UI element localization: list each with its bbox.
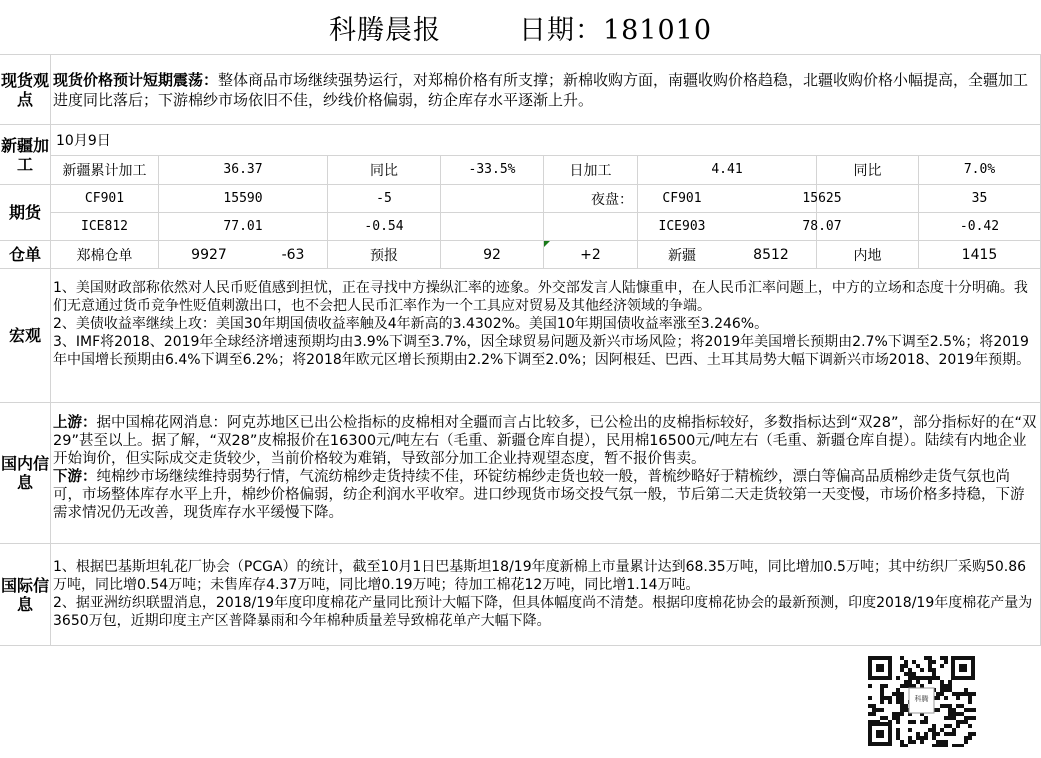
intl-item: 2、据亚洲纺织联盟消息，2018/19年度印度棉花产量同比预计大幅下降，但具体幅度尚不清楚。根据印度棉花协会的最新预测，印度2018/19年度棉花产量为3650万包，近期印度主产区普降暴雨和今年棉种质量差导致棉花单产大幅下降。 [53, 595, 1033, 629]
qr-module [936, 708, 940, 712]
section-label-warehouse: 仓单 [8, 245, 41, 264]
section-label-domestic: 国内信息 [0, 454, 49, 492]
qr-module [900, 744, 904, 747]
xj-cell-value: -33.5% [468, 162, 516, 177]
qr-module [900, 700, 904, 704]
qr-module [928, 668, 932, 672]
qr-module [908, 676, 912, 680]
qr-module [952, 732, 956, 736]
qr-module [896, 692, 900, 696]
wh-value: 92 [483, 246, 501, 263]
qr-module [928, 664, 932, 668]
wh-value: 9927 [191, 246, 227, 263]
qr-module [900, 656, 904, 660]
divider [0, 645, 1041, 646]
qr-module [940, 704, 944, 708]
qr-module [908, 680, 912, 684]
fut-price: 78.07 [802, 219, 842, 234]
qr-module [912, 684, 916, 688]
wh-label: 新疆 [668, 247, 696, 264]
qr-module [948, 712, 952, 716]
qr-module [928, 680, 932, 684]
qr-module [952, 716, 956, 720]
qr-module [924, 716, 928, 720]
qr-module [932, 660, 936, 664]
section-label-xinjiang: 新疆加工 [0, 135, 49, 174]
qr-module [896, 716, 900, 720]
qr-module [968, 696, 972, 700]
qr-module [948, 716, 952, 720]
qr-module [904, 664, 908, 668]
qr-module [880, 700, 884, 704]
qr-module [956, 692, 960, 696]
divider [0, 54, 1041, 55]
qr-module [940, 656, 944, 660]
qr-code [867, 655, 976, 747]
qr-module [972, 716, 976, 720]
xj-cell-label: 同比 [370, 162, 398, 179]
qr-module [880, 708, 884, 712]
intl-item: 1、根据巴基斯坦轧花厂协会（PCGA）的统计，截至10月1日巴基斯坦18/19年度新棉上市量累计达到68.35万吨，同比增加0.5万吨；其中纺织厂采购50.86万吨，同比增0.54万吨；未售库存4.37万吨，同比增0.19万吨；待加工棉花12万吨，同比增1.14万吨。 [53, 559, 1027, 593]
qr-module [968, 708, 972, 712]
qr-module [872, 708, 876, 712]
qr-module [896, 736, 900, 740]
qr-module [936, 692, 940, 696]
qr-module [948, 704, 952, 708]
qr-logo-text: 科腾 [914, 695, 929, 703]
qr-module [880, 688, 884, 692]
qr-module [900, 740, 904, 744]
qr-module [944, 732, 948, 736]
xj-cell-label: 新疆累计加工 [62, 162, 147, 179]
qr-module [928, 676, 932, 680]
qr-module [904, 672, 908, 676]
qr-module [940, 688, 944, 692]
qr-module [944, 656, 948, 660]
section-label-macro: 宏观 [8, 326, 41, 345]
qr-module [908, 684, 912, 688]
qr-module [952, 708, 956, 712]
qr-module [924, 676, 928, 680]
qr-module [956, 720, 960, 724]
qr-module [920, 684, 924, 688]
macro-text [53, 279, 1037, 369]
qr-module [888, 696, 892, 700]
macro-item: 1、美国财政部称依然对人民币贬值感到担忧，正在寻找中方操纵汇率的迹象。外交部发言人陆慷重申，在人民币汇率问题上，中方的立场和态度十分明确。我们无意通过货币竞争性贬值刺激出口，也不会把人民币汇率作为一个工具应对贸易及其他经济领域的争端。 [53, 280, 1028, 314]
qr-module [868, 696, 872, 700]
qr-module [940, 740, 944, 744]
page-title [0, 0, 1041, 54]
wh-label: 内地 [853, 247, 882, 264]
qr-module [884, 696, 888, 700]
qr-module [964, 688, 968, 692]
qr-module [972, 708, 976, 712]
wh-change: -63 [281, 246, 305, 263]
qr-module [896, 696, 900, 700]
qr-module [932, 736, 936, 740]
qr-module [892, 692, 896, 696]
qr-module [880, 684, 884, 688]
macro-item: 2、美债收益率继续上攻：美国30年期国债收益率触及4年新高的3.4302%。美国10年期国债收益率涨至3.246%。 [53, 316, 769, 332]
qr-module [916, 736, 920, 740]
qr-module [944, 716, 948, 720]
qr-module [924, 732, 928, 736]
qr-code-graphic [867, 655, 976, 747]
qr-module [900, 712, 904, 716]
night-session-label: 夜盘： [591, 191, 633, 208]
qr-module [944, 704, 948, 708]
qr-module [972, 692, 976, 696]
qr-module [952, 728, 956, 732]
spot-paragraph [53, 70, 1037, 110]
qr-module [896, 688, 900, 692]
qr-module [964, 692, 968, 696]
qr-module [932, 728, 936, 732]
qr-module [952, 692, 956, 696]
qr-module [932, 668, 936, 672]
qr-module [920, 668, 924, 672]
qr-module [968, 716, 972, 720]
qr-module [884, 684, 888, 688]
fut-change: 35 [971, 191, 988, 206]
fut-change: -5 [376, 191, 392, 206]
xj-cell-label: 日加工 [569, 162, 612, 179]
qr-module [896, 728, 900, 732]
qr-module [920, 676, 924, 680]
section-label-futures: 期货 [8, 203, 41, 222]
fut-price: 77.01 [223, 219, 263, 234]
qr-module [896, 676, 900, 680]
xinjiang-date: 10月9日 [56, 133, 111, 149]
qr-module [948, 732, 952, 736]
qr-module [924, 736, 928, 740]
qr-module [908, 672, 912, 676]
qr-module [956, 724, 960, 728]
qr-module [964, 716, 968, 720]
upstream-heading: 上游： [53, 415, 97, 431]
report-date [519, 8, 712, 47]
fut-change: -0.54 [364, 219, 404, 234]
qr-module [908, 736, 912, 740]
qr-module [956, 712, 960, 716]
fut-contract: ICE903 [658, 219, 706, 234]
section-label-intl: 国际信息 [0, 575, 49, 614]
fut-contract: CF901 [84, 191, 125, 206]
qr-module [968, 700, 972, 704]
qr-module [896, 732, 900, 736]
qr-module [944, 684, 948, 688]
qr-module [880, 716, 884, 720]
xj-cell-label: 同比 [853, 162, 882, 179]
qr-module [960, 704, 964, 708]
qr-module [944, 688, 948, 692]
fut-contract: CF901 [662, 191, 702, 206]
upstream-body: 据中国棉花网消息：阿克苏地区已出公检指标的皮棉相对全疆而言占比较多，已公检出的皮棉指标较好，多数指标达到“双28”，部分指标好的在“双29”甚至以上。据了解，“双28”皮棉报价在16300元/吨左右（毛重、新疆仓库自提），民用棉16500元/吨左右（毛重、新疆仓库自提）。陆续有内地企业开始询价，但实际成交走货较少，当前价格较为难销，导致部分加工企业持观望态度，暂不报价售卖。 [53, 415, 1037, 467]
qr-module [880, 692, 884, 696]
qr-module [904, 660, 908, 664]
fut-price: 15590 [223, 191, 263, 206]
qr-module [920, 720, 924, 724]
qr-module [964, 708, 968, 712]
qr-module [932, 724, 936, 728]
qr-module [912, 720, 916, 724]
qr-module [968, 736, 972, 740]
qr-module [948, 680, 952, 684]
fut-price: 15625 [802, 191, 842, 206]
qr-module [904, 744, 908, 747]
qr-module [948, 688, 952, 692]
spot-body: 整体商品市场继续强势运行，对郑棉价格有所支撑；新棉收购方面，南疆收购价格趋稳，北疆收购价格小幅提高，全疆加工进度同比落后；下游棉纱市场依旧不佳，纱线价格偏弱，纺企库存水平逐渐上升。 [53, 71, 1029, 109]
macro-item: 3、IMF将2018、2019年全球经济增速预期均由3.9%下调至3.7%，因全球贸易问题及新兴市场风险；将2019年美国增长预期由2.7%下调至2.5%；将2019年中国增长预期由6.4%下调至6.2%；将2018年欧元区增长预期由2.2%下调至2.0%；因阿根廷、巴西、土耳其局势大幅下调新兴市场2018、2019年预期。 [53, 334, 1031, 368]
qr-module [960, 712, 964, 716]
qr-module [928, 728, 932, 732]
qr-module [900, 664, 904, 668]
divider [0, 543, 1041, 544]
qr-module [904, 684, 908, 688]
wh-label: 郑棉仓单 [76, 247, 133, 264]
qr-module [912, 660, 916, 664]
qr-module [972, 732, 976, 736]
qr-module [936, 732, 940, 736]
qr-module [968, 724, 972, 728]
qr-module [876, 708, 880, 712]
qr-module [960, 744, 964, 747]
section-label-spot: 现货观点 [0, 70, 49, 109]
qr-module [944, 724, 948, 728]
qr-module [904, 680, 908, 684]
qr-module [916, 664, 920, 668]
qr-module [936, 676, 940, 680]
qr-module [940, 664, 944, 668]
qr-module [924, 656, 928, 660]
qr-module [956, 696, 960, 700]
downstream-body: 纯棉纱市场继续维持弱势行情，气流纺棉纱走货持续不佳，环锭纺棉纱走货也较一般，普梳纱略好于精梳纱，漂白等偏高品质棉纱走货气氛也尚可，市场整体库存水平上升，棉纱价格偏弱，纺企利润水平收窄。进口纱现货市场交投气氛一般，节后第二天走货较第一天变慢，市场价格多持稳，下游需求情况仍无改善，现货库存水平缓慢下降。 [53, 469, 1025, 521]
qr-module [916, 676, 920, 680]
divider [50, 54, 51, 645]
qr-module [940, 684, 944, 688]
xj-cell-value: 4.41 [711, 162, 743, 177]
qr-module [896, 720, 900, 724]
domestic-text [53, 414, 1037, 522]
qr-module [944, 660, 948, 664]
qr-module [892, 716, 896, 720]
qr-module [948, 724, 952, 728]
qr-module [956, 744, 960, 747]
qr-module [952, 744, 956, 747]
qr-module [964, 720, 968, 724]
qr-module [936, 696, 940, 700]
cell-comment-marker [544, 241, 550, 247]
xj-cell-value: 36.37 [223, 162, 263, 177]
qr-module [960, 692, 964, 696]
qr-module [912, 672, 916, 676]
date-label: 日期： [518, 14, 603, 46]
xj-cell-value: 7.0% [963, 162, 996, 177]
qr-module [880, 696, 884, 700]
qr-module [940, 728, 944, 732]
qr-module [928, 656, 932, 660]
qr-module [884, 716, 888, 720]
qr-module [940, 680, 944, 684]
qr-module [920, 740, 924, 744]
qr-module [896, 700, 900, 704]
fut-change: -0.42 [959, 219, 1000, 234]
qr-module [900, 696, 904, 700]
divider [0, 402, 1041, 403]
qr-module [892, 712, 896, 716]
qr-module [916, 732, 920, 736]
divider [0, 268, 1041, 269]
wh-change: +2 [580, 246, 601, 263]
wh-value: 8512 [753, 246, 789, 263]
qr-module [948, 684, 952, 688]
qr-module [968, 732, 972, 736]
fut-contract: ICE812 [81, 219, 128, 234]
qr-module [912, 740, 916, 744]
qr-module [900, 668, 904, 672]
qr-module [908, 728, 912, 732]
qr-module [908, 740, 912, 744]
qr-module [944, 696, 948, 700]
qr-module [932, 676, 936, 680]
qr-module [868, 684, 872, 688]
qr-module [956, 704, 960, 708]
qr-module [908, 668, 912, 672]
qr-module [932, 744, 936, 747]
qr-module [944, 744, 948, 747]
qr-module [916, 680, 920, 684]
qr-module [900, 684, 904, 688]
qr-module [896, 712, 900, 716]
upstream-paragraph [53, 414, 1037, 468]
qr-module [872, 704, 876, 708]
qr-module [964, 740, 968, 744]
qr-module [868, 704, 872, 708]
date-value: 181010 [602, 14, 713, 46]
qr-module [964, 736, 968, 740]
qr-module [908, 720, 912, 724]
qr-module [900, 708, 904, 712]
qr-module [936, 740, 940, 744]
qr-module [968, 692, 972, 696]
qr-module [920, 736, 924, 740]
qr-module [928, 660, 932, 664]
qr-module [940, 692, 944, 696]
qr-module [888, 700, 892, 704]
wh-label: 预报 [370, 247, 398, 264]
qr-module [932, 732, 936, 736]
spot-headline: 现货价格预计短期震荡： [53, 71, 219, 89]
qr-module [940, 744, 944, 747]
qr-module [948, 708, 952, 712]
qr-module [952, 712, 956, 716]
qr-module [932, 672, 936, 676]
qr-module [912, 676, 916, 680]
divider [0, 124, 1041, 125]
intl-text [53, 558, 1037, 630]
qr-module [900, 704, 904, 708]
wh-value: 1415 [961, 246, 998, 263]
qr-module [924, 720, 928, 724]
qr-module [936, 744, 940, 747]
downstream-heading: 下游： [53, 469, 97, 485]
qr-module [900, 692, 904, 696]
qr-module [960, 720, 964, 724]
qr-module [904, 704, 908, 708]
qr-module [904, 708, 908, 712]
report-title: 科腾晨报 [328, 14, 441, 46]
qr-module [872, 712, 876, 716]
downstream-paragraph [53, 468, 1037, 522]
qr-module [868, 712, 872, 716]
qr-module [944, 740, 948, 744]
